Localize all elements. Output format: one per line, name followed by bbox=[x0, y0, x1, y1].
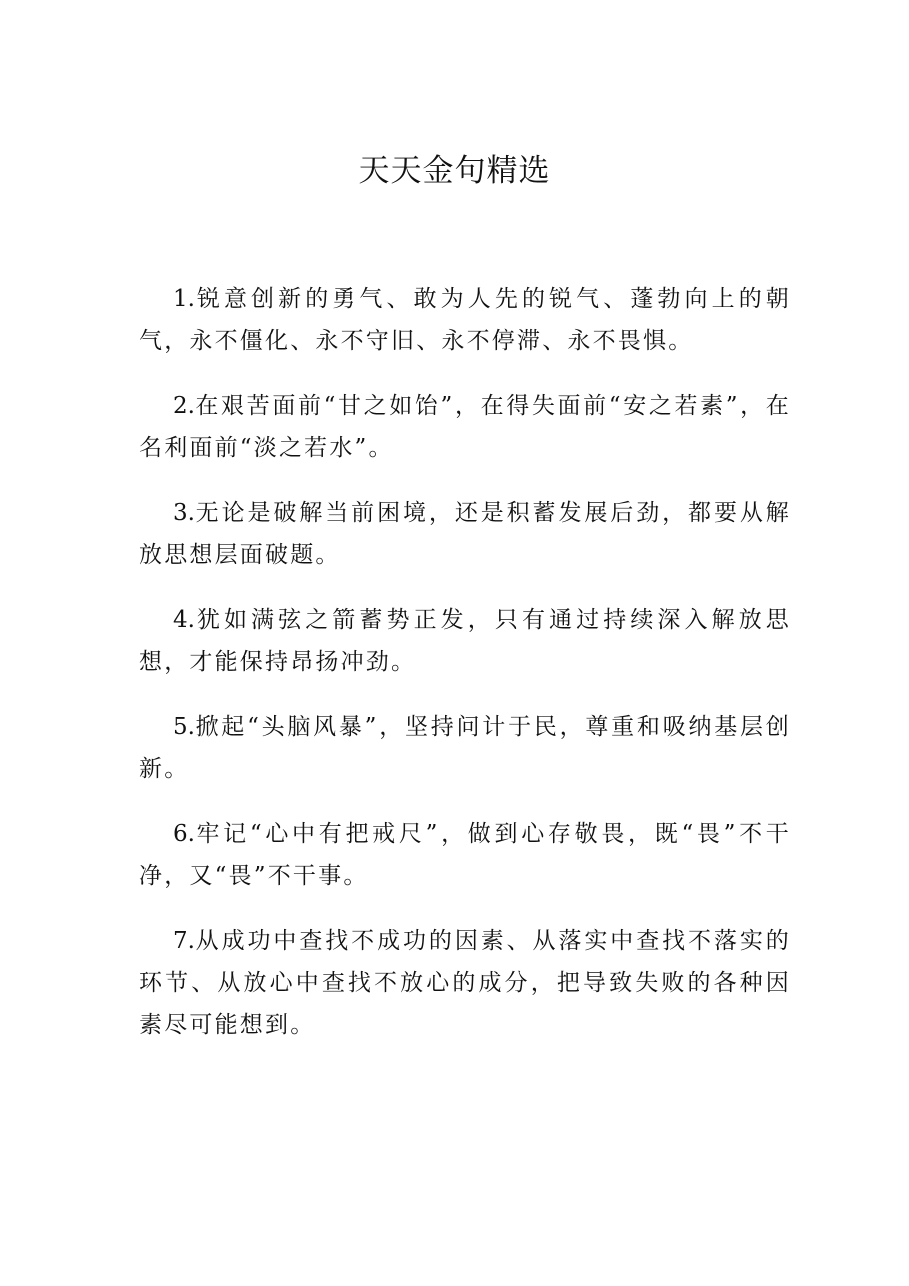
quote-list bbox=[139, 278, 791, 1069]
quote-text: 从成功中查找不成功的因素、从落实中查找不落实的环节、从放心中查找不放心的成分，把导致失败的各种因素尽可能想到。 bbox=[139, 928, 791, 1038]
quote-text: 无论是破解当前困境，还是积蓄发展后劲，都要从解放思想层面破题。 bbox=[139, 500, 791, 568]
list-item bbox=[139, 599, 791, 683]
list-item bbox=[139, 385, 791, 469]
list-item bbox=[139, 920, 791, 1046]
list-item bbox=[139, 813, 791, 897]
quote-number: 2. bbox=[173, 393, 195, 419]
list-item bbox=[139, 278, 791, 362]
quote-text: 犹如满弦之箭蓄势正发，只有通过持续深入解放思想，才能保持昂扬冲劲。 bbox=[139, 607, 791, 675]
list-item bbox=[139, 492, 791, 576]
quote-text: 在艰苦面前“甘之如饴”，在得失面前“安之若素”，在名利面前“淡之若水”。 bbox=[139, 393, 791, 461]
quote-number: 4. bbox=[173, 607, 195, 633]
quote-text: 牢记“心中有把戒尺”，做到心存敬畏，既“畏”不干净，又“畏”不干事。 bbox=[139, 821, 791, 889]
document-title: 天天金句精选 bbox=[358, 153, 551, 189]
quote-number: 6. bbox=[173, 821, 195, 847]
quote-number: 7. bbox=[173, 928, 195, 954]
quote-number: 5. bbox=[173, 714, 195, 740]
quote-text: 掀起“头脑风暴”，坚持问计于民，尊重和吸纳基层创新。 bbox=[139, 714, 791, 782]
quote-number: 1. bbox=[173, 286, 195, 312]
quote-text: 锐意创新的勇气、敢为人先的锐气、蓬勃向上的朝气，永不僵化、永不守旧、永不停滞、永不畏惧。 bbox=[139, 286, 791, 354]
list-item bbox=[139, 706, 791, 790]
quote-number: 3. bbox=[173, 500, 195, 526]
